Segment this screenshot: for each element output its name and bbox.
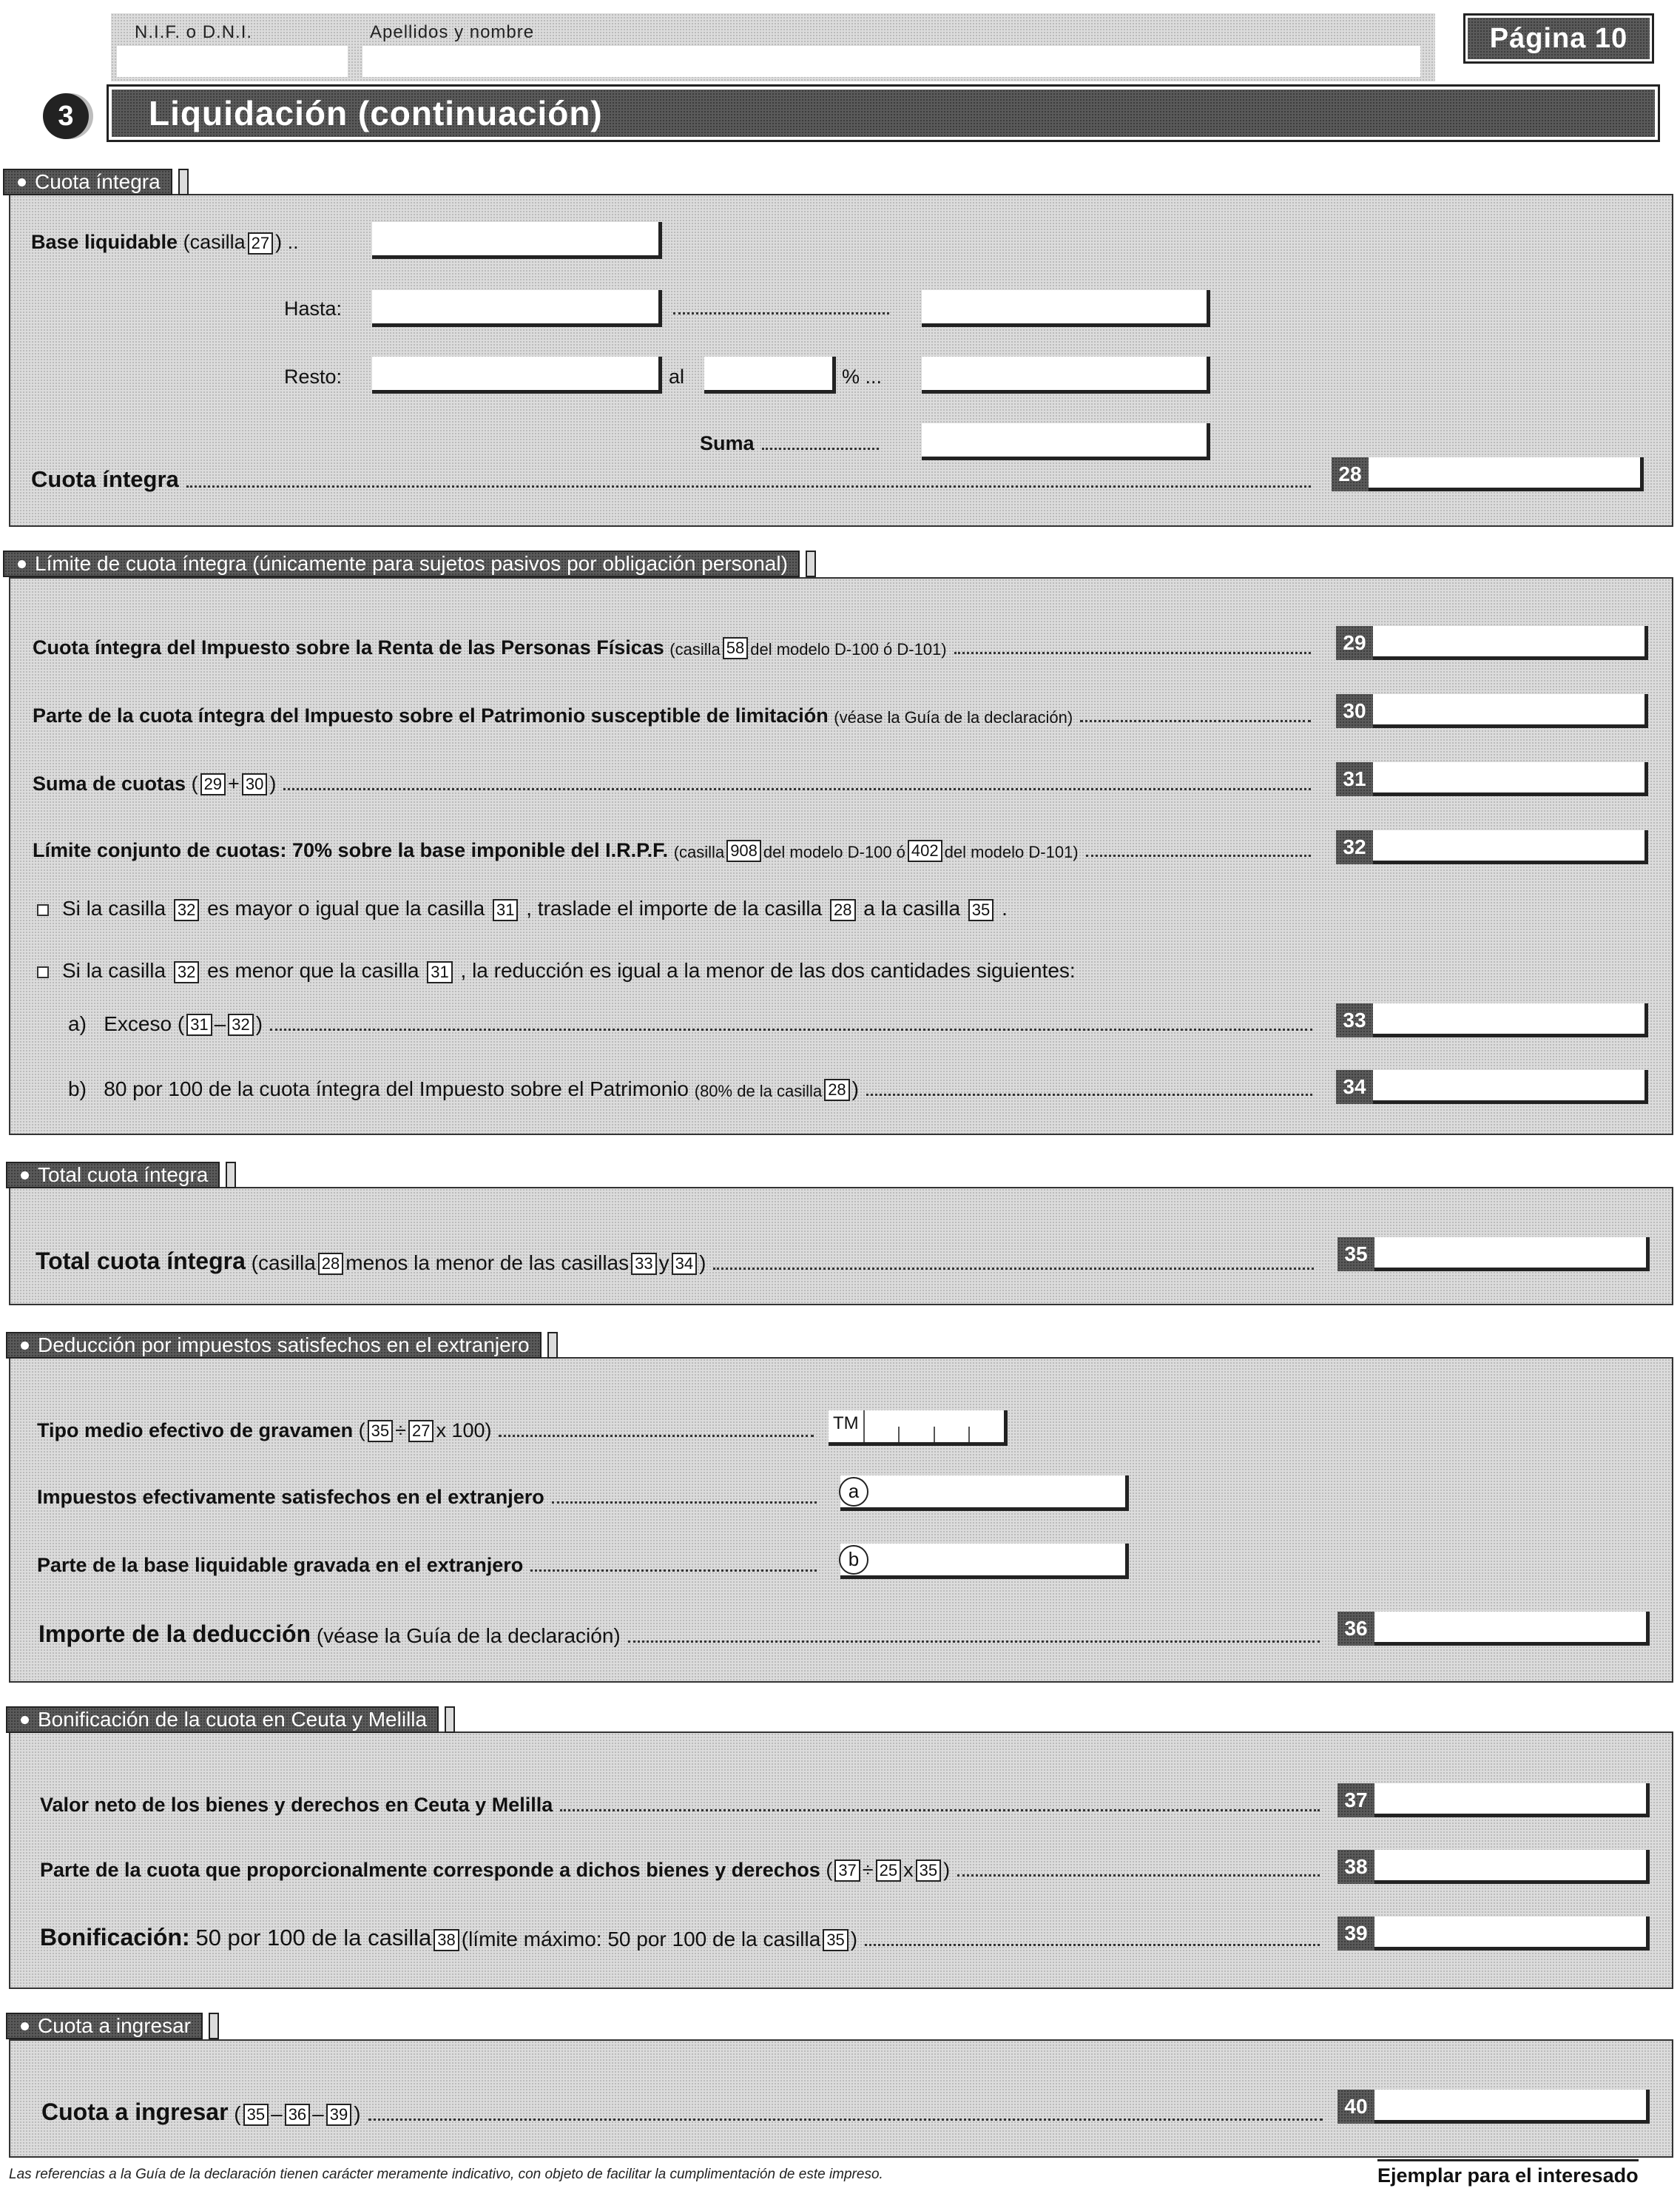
tab-label: Cuota íntegra — [35, 170, 161, 193]
page-number: Página 10 — [1468, 18, 1650, 59]
resto-rate-field[interactable] — [704, 357, 836, 394]
tm-label: TM — [829, 1410, 865, 1442]
tab-cuota-integra — [3, 169, 189, 195]
row-impuestos: Impuestos efectivamente satisfechos en el extranjero — [37, 1486, 824, 1509]
box-37-field[interactable] — [1374, 1783, 1650, 1817]
resto-label: Resto: — [284, 366, 343, 388]
box-28 — [1332, 457, 1644, 491]
row-40: Cuota a ingresar ( 35 – 36 – 39 ) — [41, 2099, 1330, 2126]
row-31: Suma de cuotas ( 29 + 30 ) — [33, 773, 1318, 795]
row-parte-base: Parte de la base liquidable gravada en el extranjero — [37, 1554, 824, 1577]
box-32-field[interactable] — [1373, 830, 1648, 864]
box-38 — [1337, 1850, 1650, 1884]
bullet-icon — [21, 1171, 29, 1179]
box-number: 31 — [1336, 762, 1373, 796]
box-number: 37 — [1337, 1783, 1374, 1817]
box-29 — [1336, 626, 1648, 660]
box-31-field[interactable] — [1373, 762, 1648, 796]
suma-field[interactable] — [922, 423, 1210, 460]
row-33: a) Exceso ( 31 – 32 ) — [68, 1012, 1320, 1036]
row-32: Límite conjunto de cuotas: 70% sobre la base imponible del I.R.P.F. (casilla 908 del modelo D-100 ó 402 del modelo D-101) — [33, 839, 1318, 862]
row-37: Valor neto de los bienes y derechos en Ceuta y Melilla — [40, 1794, 1327, 1817]
copy-label: Ejemplar para el interesado — [1377, 2159, 1639, 2187]
box-30-field[interactable] — [1373, 694, 1648, 728]
box-37 — [1337, 1783, 1650, 1817]
box-35 — [1337, 1237, 1650, 1271]
hasta-field[interactable] — [372, 290, 662, 327]
tab-label: Límite de cuota íntegra (únicamente para sujetos pasivos por obligación personal) — [35, 552, 788, 575]
section-title-bar — [107, 84, 1660, 142]
tab-bonificacion — [6, 1706, 455, 1733]
cuota-integra-row: Cuota íntegra — [31, 466, 1318, 493]
box-40-field[interactable] — [1374, 2090, 1650, 2124]
condition-2-checkbox[interactable] — [37, 966, 49, 978]
bullet-icon — [18, 560, 26, 568]
box-number: 35 — [1337, 1237, 1374, 1271]
box-31 — [1336, 762, 1648, 796]
box-number: 32 — [1336, 830, 1373, 864]
tab-label: Total cuota íntegra — [38, 1163, 209, 1186]
tab-limite — [3, 551, 816, 577]
box-number: 38 — [1337, 1850, 1374, 1884]
dotted-leader — [673, 312, 889, 314]
box-number: 33 — [1336, 1003, 1373, 1037]
ref-box: 58 — [723, 637, 748, 659]
box-number: 29 — [1336, 626, 1373, 660]
resto-result-field[interactable] — [922, 357, 1210, 394]
condition-1: Si la casilla 32 es mayor o igual que la casilla 31 , traslade el importe de la casilla 28 a la casilla 35 . — [37, 897, 1008, 921]
base-liquidable-field[interactable] — [372, 222, 662, 259]
tab-label: Deducción por impuestos satisfechos en el extranjero — [38, 1333, 530, 1356]
box-33-field[interactable] — [1373, 1003, 1648, 1037]
section-title: Liquidación (continuación) — [112, 90, 1655, 137]
box-number: 34 — [1336, 1070, 1373, 1104]
bullet-icon — [18, 178, 26, 186]
tab-deduccion — [6, 1332, 558, 1359]
tab-total-cuota — [6, 1162, 236, 1188]
box-number: 40 — [1337, 2090, 1374, 2124]
al-label: al — [669, 366, 685, 388]
box-34 — [1336, 1070, 1648, 1104]
box-36 — [1337, 1612, 1650, 1646]
bullet-icon — [21, 2022, 29, 2030]
row-29: Cuota íntegra del Impuesto sobre la Renta de las Personas Físicas (casilla 58 del modelo D-100 ó D-101) — [33, 636, 1318, 659]
nif-label: N.I.F. o D.N.I. — [135, 22, 253, 42]
name-field-box — [348, 13, 1435, 81]
row-35: Total cuota íntegra (casilla 28 menos la menor de las casillas 33 y 34 ) — [36, 1248, 1321, 1275]
condition-1-checkbox[interactable] — [37, 904, 49, 916]
base-liquidable-label: Base liquidable (casilla 27 ) .. — [31, 231, 299, 253]
circle-b-icon: b — [839, 1545, 868, 1575]
bullet-icon — [21, 1716, 29, 1724]
box-35-field[interactable] — [1374, 1237, 1650, 1271]
hasta-label: Hasta: — [284, 297, 343, 320]
box-number: 30 — [1336, 694, 1373, 728]
box-40 — [1337, 2090, 1650, 2124]
box-34-field[interactable] — [1373, 1070, 1648, 1104]
page-badge — [1463, 13, 1654, 64]
box-number: 36 — [1337, 1612, 1374, 1646]
tm-field[interactable] — [829, 1410, 1008, 1446]
ref-box: 27 — [248, 232, 273, 255]
circle-a-icon: a — [839, 1477, 868, 1507]
bullet-icon — [21, 1342, 29, 1350]
percent-label: % ... — [842, 366, 883, 388]
row-36: Importe de la deducción (véase la Guía de la declaración) — [38, 1620, 1327, 1648]
row-39: Bonificación: 50 por 100 de la casilla 38 (límite máximo: 50 por 100 de la casilla 35 ) — [40, 1924, 1327, 1951]
tab-label: Bonificación de la cuota en Ceuta y Melilla — [38, 1708, 428, 1731]
box-number: 39 — [1337, 1916, 1374, 1951]
tab-label: Cuota a ingresar — [38, 2014, 192, 2037]
condition-2: Si la casilla 32 es menor que la casilla 31 , la reducción es igual a la menor de las dos cantidades siguientes: — [37, 959, 1076, 983]
box-38-field[interactable] — [1374, 1850, 1650, 1884]
name-input[interactable] — [362, 46, 1420, 77]
box-number: 28 — [1332, 457, 1369, 491]
section-number: 3 — [43, 93, 89, 139]
parte-base-field[interactable] — [840, 1544, 1129, 1579]
tab-cuota-ingresar — [6, 2013, 219, 2039]
nif-input[interactable] — [117, 46, 355, 77]
box-32 — [1336, 830, 1648, 864]
box-36-field[interactable] — [1374, 1612, 1650, 1646]
resto-field[interactable] — [372, 357, 662, 394]
impuestos-field[interactable] — [840, 1475, 1129, 1511]
row-38: Parte de la cuota que proporcionalmente corresponde a dichos bienes y derechos ( 37 ÷ 25 x 35 ) — [40, 1859, 1327, 1882]
box-30 — [1336, 694, 1648, 728]
box-28-field[interactable] — [1369, 457, 1644, 491]
box-39 — [1337, 1916, 1650, 1951]
box-33 — [1336, 1003, 1648, 1037]
box-29-field[interactable] — [1373, 626, 1648, 660]
hasta-result-field[interactable] — [922, 290, 1210, 327]
suma-label: Suma — [700, 432, 886, 455]
row-30: Parte de la cuota íntegra del Impuesto sobre el Patrimonio susceptible de limitación (véase la Guía de la declaración) — [33, 704, 1318, 727]
name-label: Apellidos y nombre — [370, 22, 535, 42]
box-39-field[interactable] — [1374, 1916, 1650, 1951]
footer-note: Las referencias a la Guía de la declaración tienen carácter meramente indicativo, con objeto de facilitar la cumplimentación de este impreso. — [9, 2167, 883, 2182]
row-tm: Tipo medio efectivo de gravamen ( 35 ÷ 27 x 100) — [37, 1419, 821, 1442]
row-34: b) 80 por 100 de la cuota íntegra del Impuesto sobre el Patrimonio (80% de la casilla 28 ) — [68, 1077, 1320, 1101]
